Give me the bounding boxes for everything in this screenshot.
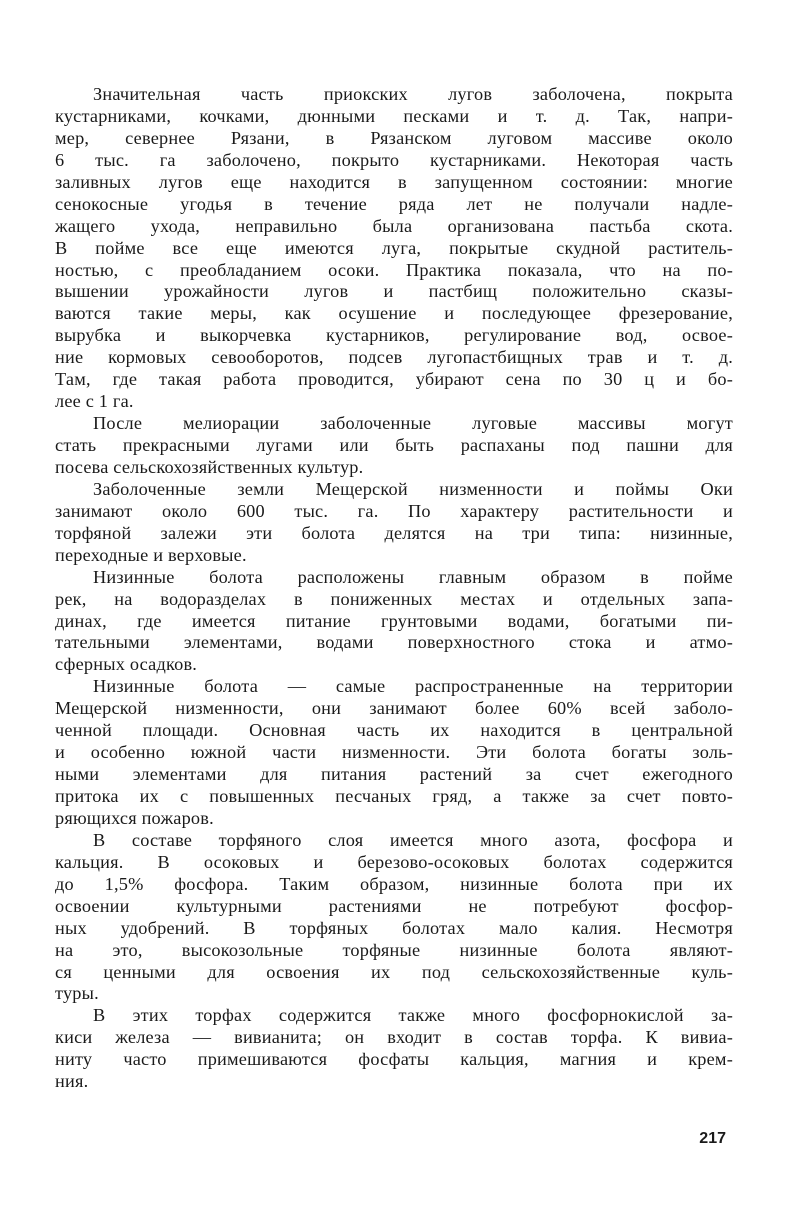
text-line: 6 тыс. га заболочено, покрыто кустарниками. Некоторая часть (55, 149, 733, 170)
text-line: мер, севернее Рязани, в Рязанском луговом массиве около (55, 127, 733, 148)
text-line: ваются такие меры, как осушение и последующее фрезерование, (55, 303, 733, 324)
text-line: туры. (55, 983, 99, 1004)
text-line: ся ценными для освоения их под сельскохозяйственные куль- (55, 961, 733, 982)
text-line: притока их с повышенных песчаных гряд, а также за счет повто- (55, 786, 733, 806)
text-line: жащего ухода, неправильно была организована пастьба скота. (55, 215, 733, 236)
text-line: кальция. В осоковых и березово-осоковых болотах содержится (55, 851, 733, 872)
text-line: и особенно южной части низменности. Эти болота богаты золь- (55, 742, 733, 763)
text-line: ными элементами для питания растений за счет ежегодного (55, 764, 733, 785)
text-line: тательными элементами, водами поверхностного стока и атмо- (55, 632, 733, 653)
text-line: освоении культурными растениями не потребуют фосфор- (55, 895, 733, 916)
text-line: торфяной залежи эти болота делятся на три типа: низинные, (55, 522, 733, 543)
text-line: динах, где имеется питание грунтовыми водами, богатыми пи- (55, 610, 733, 631)
text-line: В этих торфах содержится также много фосфорнокислой за- (93, 1005, 733, 1026)
text-line: вышении урожайности лугов и пастбищ положительно сказы- (55, 281, 733, 302)
text-line: занимают около 600 тыс. га. По характеру растительности и (55, 500, 733, 521)
text-line: В пойме все еще имеются луга, покрытые скудной раститель- (55, 237, 733, 258)
text-line: стать прекрасными лугами или быть распаханы под пашни для (55, 435, 733, 455)
text-line: ченной площади. Основная часть их находится в центральной (55, 720, 733, 741)
text-line: Низинные болота расположены главным образом в пойме (93, 566, 733, 587)
text-line: ния. (55, 1071, 89, 1092)
text-line: ние кормовых севооборотов, подсев лугопастбищных трав и т. д. (55, 347, 733, 368)
text-line: киси железа — вивианита; он входит в состав торфа. К вивиа- (55, 1027, 733, 1048)
text-line: Мещерской низменности, они занимают более 60% всей заболо- (55, 698, 733, 719)
text-line: посева сельскохозяйственных культур. (55, 456, 364, 477)
text-line: Заболоченные земли Мещерской низменности и поймы Оки (93, 478, 733, 499)
text-line: сенокосные угодья в течение ряда лет не получали надле- (55, 193, 733, 214)
text-line: рек, на водоразделах в пониженных местах и отдельных запа- (55, 588, 733, 609)
text-line: переходные и верховые. (55, 544, 247, 565)
page-number: 217 (699, 1130, 726, 1147)
text-line: Там, где такая работа проводится, убирают сена по 30 ц и бо- (55, 369, 733, 390)
text-line: В составе торфяного слоя имеется много азота, фосфора и (93, 829, 733, 850)
text-line: ностью, с преобладанием осоки. Практика показала, что на по- (55, 259, 733, 280)
page-text (55, 84, 733, 1093)
text-line: После мелиорации заболоченные луговые массивы могут (93, 413, 733, 434)
text-line: вырубка и выкорчевка кустарников, регулирование вод, освое- (55, 325, 733, 346)
text-line: сферных осадков. (55, 654, 198, 675)
text-line: Значительная часть приокских лугов заболочена, покрыта (93, 84, 733, 104)
text-line: кустарниками, кочками, дюнными песками и т. д. Так, напри- (55, 105, 733, 126)
text-line: Низинные болота — самые распространенные на территории (93, 676, 733, 697)
text-line: до 1,5% фосфора. Таким образом, низинные болота при их (55, 873, 733, 894)
text-line: ных удобрений. В торфяных болотах мало калия. Несмотря (55, 917, 733, 938)
text-line: лее с 1 га. (55, 391, 134, 412)
text-line: ряющихся пожаров. (55, 807, 214, 828)
text-line: на это, высокозольные торфяные низинные болота являют- (55, 939, 733, 960)
text-line: ниту часто примешиваются фосфаты кальция, магния и крем- (55, 1049, 733, 1070)
text-line: заливных лугов еще находится в запущенном состоянии: многие (55, 171, 733, 192)
